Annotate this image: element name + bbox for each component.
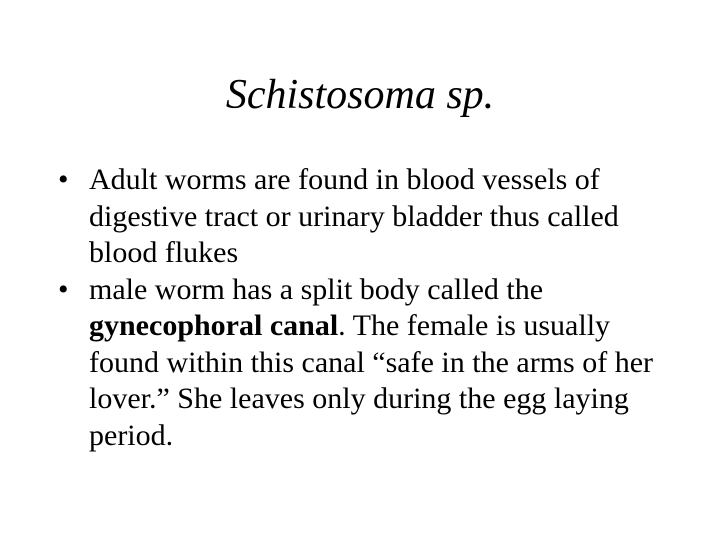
bullet-dot-icon: • [58, 272, 69, 306]
bullet-dot-icon: • [58, 163, 69, 196]
bullet-list [58, 162, 678, 454]
bullet-text: Adult worms are found in blood vessels of digestive tract or urinary bladder thus called blood flukes [89, 163, 619, 269]
bullet-bold-term: gynecophoral canal [89, 309, 339, 342]
bullet-item-adult-worms [58, 162, 678, 272]
bullet-text-before: male worm has a split body called the [89, 272, 544, 306]
slide-title: Schistosoma sp. [225, 72, 495, 118]
bullet-item-male-worm [58, 272, 678, 455]
bullet-text-after: . The female is usually found within this canal “safe in the arms of her lover.” She leaves only during the egg laying period. [89, 309, 653, 452]
